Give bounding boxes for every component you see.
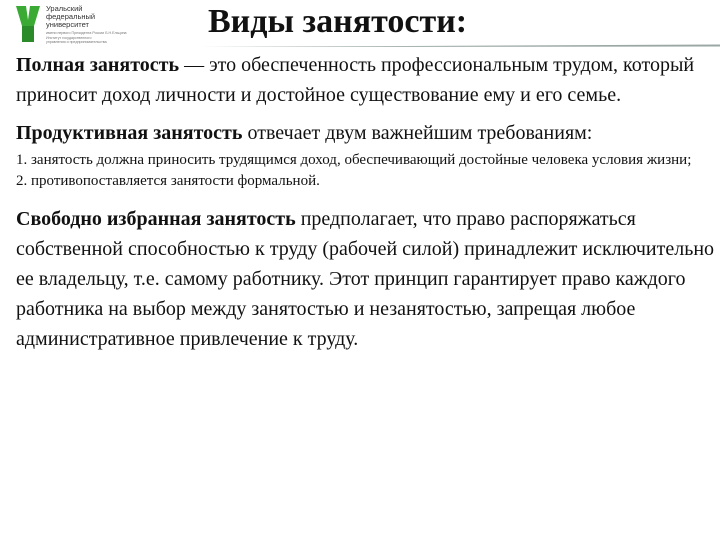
definition-freely-chosen-employment: предполагает, что право распоряжаться собственной способностью к труду (рабочей силой) принадлежит исключительно ее владельцу, т.е. самому работнику. Этот принцип гарантирует право каждого работника на выбор между занятостью и незанятостью, запрещая любое административное привлечение к труду.: [16, 208, 715, 350]
requirements-list: [16, 150, 716, 192]
university-logo: [14, 4, 134, 46]
logo-subtitle-line: имени первого Президента России Б.Н.Ельцина: [46, 31, 127, 35]
definition-full-employment: — это обеспеченность профессиональным трудом, который приносит доход личности и достойное существование ему и его семье.: [16, 54, 695, 106]
list-item: 1. занятость должна приносить трудящимся доход, обеспечивающий достойные человека условия жизни;: [16, 152, 692, 168]
term-productive-employment: Продуктивная занятость: [16, 122, 243, 144]
logo-name-line: федеральный: [46, 12, 96, 21]
logo-subtitle: [46, 31, 136, 45]
logo-subtitle-line: управления и предпринимательства: [46, 40, 107, 44]
paragraph-full-employment: [16, 50, 716, 110]
paragraph-freely-chosen-employment: [16, 204, 716, 354]
logo-name-line: Уральский: [46, 4, 83, 13]
term-freely-chosen-employment: Свободно избранная занятость: [16, 208, 296, 230]
logo-name-line: университет: [46, 20, 89, 29]
logo-name: [46, 5, 134, 29]
definition-productive-employment: отвечает двум важнейшим требованиям:: [242, 122, 593, 144]
urfu-logo-icon: [14, 4, 42, 44]
list-item: 2. противопоставляется занятости формальной.: [16, 173, 320, 189]
term-full-employment: Полная занятость: [16, 54, 180, 76]
slide-body: [16, 50, 716, 354]
logo-subtitle-line: Институт государственного: [46, 35, 92, 40]
slide-header: [0, 0, 720, 50]
title-divider: [0, 44, 720, 48]
paragraph-productive-employment: [16, 118, 716, 148]
slide-title: Виды занятости:: [208, 3, 468, 40]
